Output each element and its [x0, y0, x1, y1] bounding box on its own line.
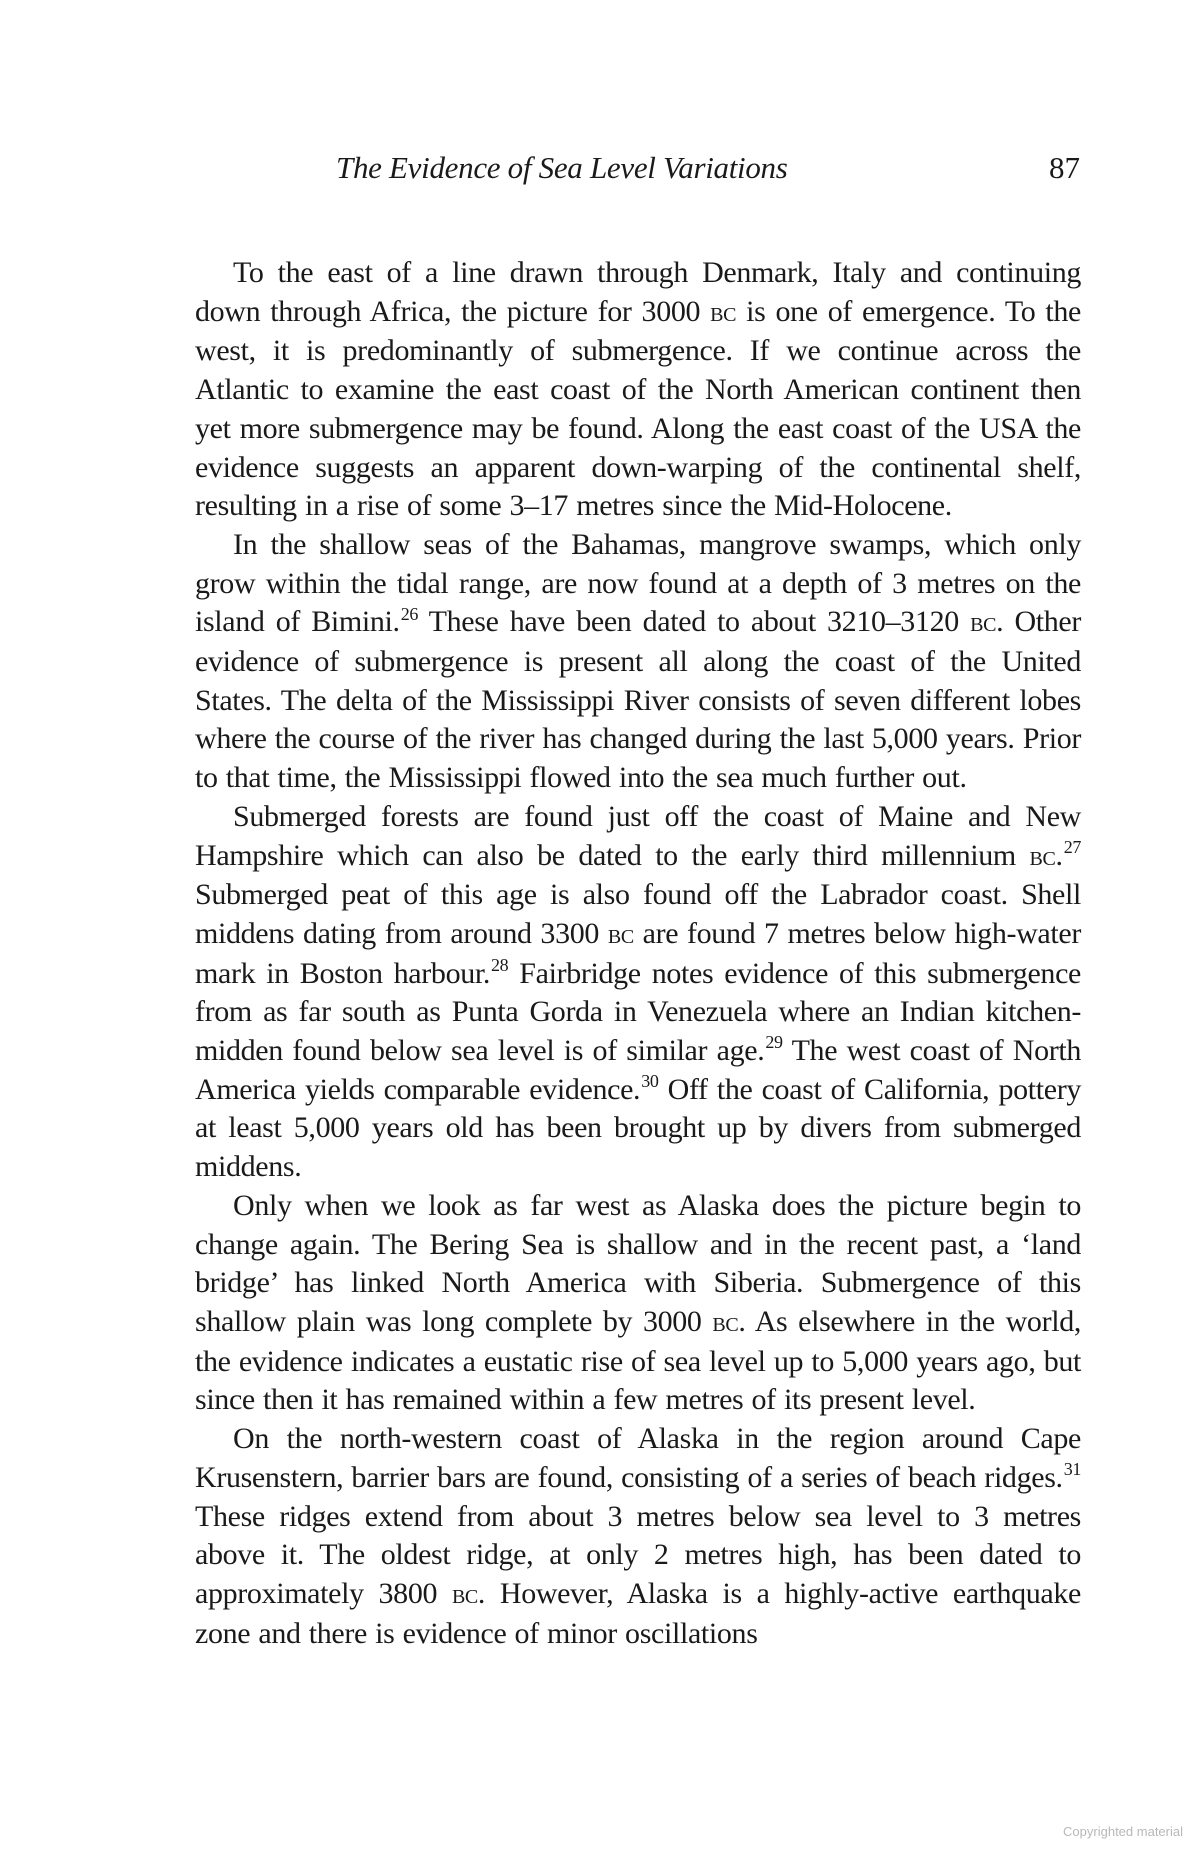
footnote-marker[interactable]: 27 — [1063, 836, 1081, 857]
footnote-marker[interactable]: 30 — [641, 1071, 659, 1092]
footnote-marker[interactable]: 26 — [400, 603, 418, 624]
era-abbreviation: bc — [1029, 840, 1056, 872]
paragraph: In the shallow seas of the Bahamas, mangrove swamps, which only grow within the tidal range, are now found at a depth of 3 metres on the island of Bimini.$^{26}$ These have been dated to about 3210–3120 bc. Other evidence of submergence is present all along the coast of the United States. The delta of the Mississippi River consists of seven different lobes where the course of the river has changed during the last 5,000 years. Prior to that time, the Mississippi flowed into the sea much further out. — [195, 527, 1081, 795]
era-abbreviation: bc — [710, 296, 737, 328]
body-text — [195, 254, 1081, 1653]
paragraph: To the east of a line drawn through Denmark, Italy and continuing down through Africa, the picture for 3000 bc is one of emergence. To the west, it is predominantly of submergence. If we continue across the Atlantic to examine the east coast of the North American continent then yet more submergence may be found. Along the east coast of the USA the evidence suggests an apparent down-warping of the continental shelf, resulting in a rise of some 3–17 metres since the Mid-Holocene. — [195, 256, 1082, 523]
paragraph: On the north-western coast of Alaska in the region around Cape Krusenstern, barrier bars are found, consisting of a series of beach ridges.$^{31}$ These ridges extend from about 3 metres below sea level to 3 metres above it. The oldest ridge, at only 2 metres high, has been dated to approximately 3800 bc. However, Alaska is a highly-active earthquake zone and there is evidence of minor oscillations — [195, 1422, 1081, 1650]
era-abbreviation: bc — [607, 918, 634, 950]
footnote-marker[interactable]: 28 — [491, 954, 509, 975]
era-abbreviation: bc — [970, 607, 997, 639]
era-abbreviation: bc — [712, 1306, 739, 1338]
paragraph: Only when we look as far west as Alaska does the picture begin to change again. The Bering Sea is shallow and in the recent past, a ‘land bridge’ has linked North America with Siberia. Submergence of this shallow plain was long complete by 3000 bc. As elsewhere in the world, the evidence indicates a eustatic rise of sea level up to 5,000 years ago, but since then it has remained within a few metres of its present level. — [195, 1188, 1081, 1417]
copyright-watermark: Copyrighted material — [1063, 1824, 1183, 1839]
era-abbreviation: bc — [451, 1578, 478, 1610]
paragraph: Submerged forests are found just off the coast of Maine and New Hampshire which can also be dated to the early third millennium bc.$^{27}$ Submerged peat of this age is also found off the Labrador coast. Shell middens dating from around 3300 bc are found 7 metres below high-water mark in Boston harbour.$^{28}$ Fairbridge notes evidence of this submergence from as far south as Punta Gorda in Venezuela where an Indian kitchen-midden found below sea level is of similar age.$^{29}$ The west coast of North America yields comparable evidence.$^{30}$ Off the coast of California, pottery at least 5,000 years old has been brought up by divers from submerged middens. — [195, 799, 1082, 1184]
page-number: 87 — [1049, 150, 1080, 185]
footnote-marker[interactable]: 31 — [1063, 1459, 1081, 1480]
running-title: The Evidence of Sea Level Variations — [336, 150, 788, 185]
footnote-marker[interactable]: 29 — [765, 1032, 783, 1053]
running-header — [196, 148, 1080, 188]
